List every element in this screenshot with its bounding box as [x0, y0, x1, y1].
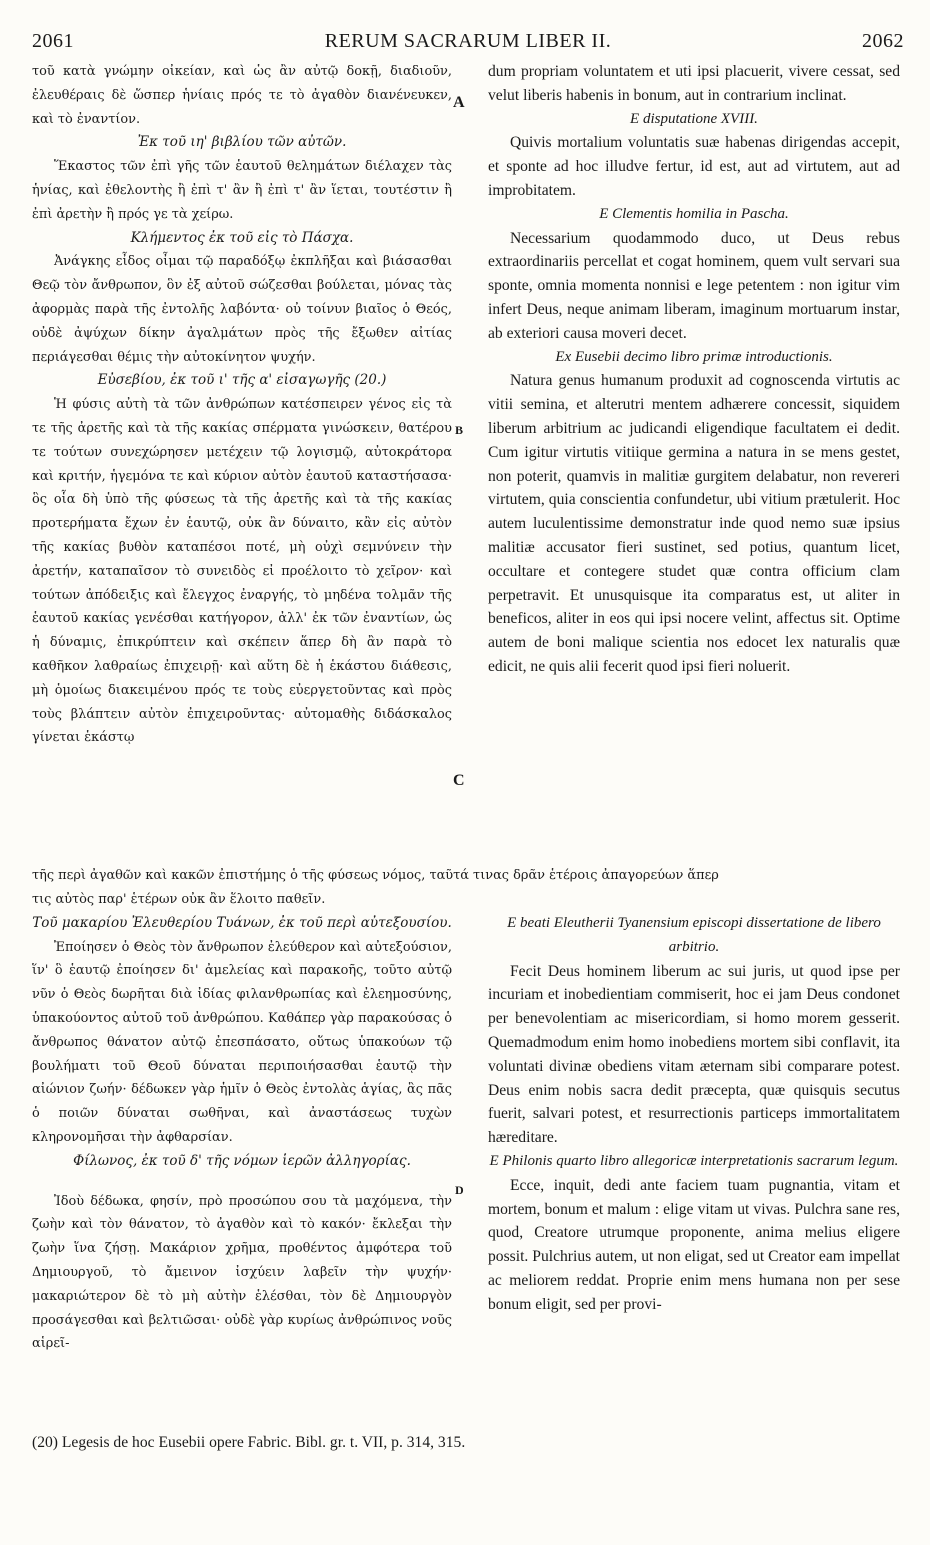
footnote: (20) Legesis de hoc Eusebii opere Fabric. Bibl. gr. t. VII, p. 314, 315. — [32, 1434, 466, 1451]
latin-heading-2: E Clementis homilia in Pascha. — [599, 205, 789, 222]
latin-column-upper — [488, 60, 900, 679]
greek-paragraph-5: Ἰδοὺ δέδωκα, φησίν, πρὸ προσώπου σου τὰ μαχόμενα, τὴν ζωὴν καὶ τὸν θάνατον, τὸ ἀγαθὸν καὶ τὸ κακόν· ἔκλεξαι τὴν ζωὴν ἵνα ζήσῃ. Μακάριον χρῆμα, προθέντος ἀμφότερα τοῦ Δημιουργοῦ, τὸ ἄμεινον ἰσχύειν λαβεῖν τὴν ψυχήν· μακαριώτερον δὲ τὸ μὴ αὐτὴν ἑλέσθαι, τὸν δὲ Δημιουργὸν προσάγεσθαι καὶ βελτιῶσαι· οὐδὲ γὰρ κυρίως ἀνθρώπινος νοῦς αἱρεῖ- — [32, 1193, 452, 1352]
margin-marker-d: D — [455, 1183, 464, 1197]
latin-paragraph-0: dum propriam voluntatem et uti ipsi placuerit, vivere cessat, sed velut liberis habenis in bonum, aut in contrarium inclinat. — [488, 63, 900, 104]
greek-heading-1: Ἐκ τοῦ ιη' βιβλίου τῶν αὐτῶν. — [137, 134, 347, 151]
latin-heading-5: E Philonis quarto libro allegoricæ interpretationis sacrarum legum. — [489, 1152, 899, 1169]
spanning-greek-right: ταῦτά τινας δρᾶν ἑτέροις ἀπαγορεύων ἅπερ — [429, 868, 719, 883]
latin-paragraph-1: Quivis mortalium voluntatis suæ habenas dirigendas accepit, et sponte ad hoc illudve fertur, id est, aut ad virtutem, aut ad improbitatem. — [488, 134, 900, 199]
running-head — [32, 30, 904, 60]
latin-heading-4: E beati Eleutherii Tyanensium episcopi dissertatione de libero arbitrio. — [507, 915, 881, 955]
greek-heading-3: Εὐσεβίου, ἐκ τοῦ ι' τῆς α' εἰσαγωγῆς (20.) — [97, 372, 387, 389]
greek-column-upper — [32, 60, 452, 750]
latin-column-lower — [488, 912, 900, 1317]
latin-paragraph-4: Fecit Deus hominem liberum ac sui juris, ut quod ipse per incuriam et inobedientiam commiserit, hoc ei jam Deus condonet per benevolentiam ac misericordiam, si homo morem gesserit. Quemadmodum enim homo inobediens mortem sibi conflavit, ita voluntati divinæ obediens vitam æternam sibi comparare potest. Deus enim nobis sacra dedit præcepta, quæ quisquis secutus fuerit, salvari potest, et resurrectionis particeps immortalitatem hæreditare. — [488, 962, 900, 1147]
greek-column-lower — [32, 888, 452, 1356]
latin-heading-1: E disputatione XVIII. — [630, 110, 758, 127]
spanning-nomos: νόμος, — [382, 868, 426, 883]
greek-paragraph-3-end: τις αὐτὸς παρ' ἑτέρων οὐκ ἂν ἕλοιτο παθεῖν. — [32, 892, 326, 907]
spanning-greek-left: τῆς περὶ ἀγαθῶν καὶ κακῶν ἐπιστήμης ὁ τῆς φύσεως — [32, 868, 379, 883]
spanning-line — [32, 864, 904, 888]
greek-heading-2: Κλήμεντος ἐκ τοῦ εἰς τὸ Πάσχα. — [130, 229, 354, 246]
margin-marker-b: B — [455, 423, 464, 437]
greek-paragraph-2: Ἀνάγκης εἶδος οἶμαι τῷ παραδόξῳ ἐκπλῆξαι καὶ βιάσασθαι Θεῷ τὸν ἄνθρωπον, ὃν ἐξ αὐτοῦ σώζεσθαι βούλεται, μόνας τὰς ἀφορμὰς παρὰ τῆς ἐντολῆς λαβόντα· οὐ τοίνυν βιαῖος ὁ Θεός, οὐδὲ ἀψύχων δίκην ἀγαλμάτων πρὸς τῆς ἔξωθεν αἰτίας περιάγεσθαι θέμις τὴν αὐτοκίνητον ψυχήν. — [32, 254, 452, 365]
greek-paragraph-4: Ἐποίησεν ὁ Θεὸς τὸν ἄνθρωπον ἐλεύθερον καὶ αὐτεξούσιον, ἵν' ὃ ἑαυτῷ ἐποίησεν δι' ἀμελείας καὶ παρακοῆς, τοῦτο αὐτῷ νῦν ὁ Θεὸς δωρῆται διὰ ἰδίας φιλανθρωπίας καὶ ἐλεημοσύνης, ὑπακούοντος αὐτοῦ τοῦ ἀνθρώπου. Καθάπερ γὰρ παρακούσας ὁ ἄνθρωπος θάνατον αὐτῷ ἐπεσπάσατο, οὕτως ὑπακούων τῷ βουλήματι τοῦ Θεοῦ δύναται περιποιήσασθαι ἑαυτῷ τὴν αἰώνιον ζωήν· δέδωκεν γὰρ ἡμῖν ὁ Θεὸς ἐντολὰς ἁγίας, ἃς πᾶς ὁ ποιῶν δύναται σωθῆναι, καὶ ἀναστάσεως τυχὼν κληρονομῆσαι τὴν ἀφθαρσίαν. — [32, 939, 452, 1145]
running-title: RERUM SACRARUM LIBER II. — [324, 30, 612, 52]
greek-heading-4: Τοῦ μακαρίου Ἐλευθερίου Τυάνων, ἐκ τοῦ περὶ αὐτεξουσίου. — [32, 914, 452, 931]
margin-marker-a: A — [453, 94, 465, 111]
margin-marker-c: C — [453, 772, 465, 789]
greek-heading-5: Φίλωνος, ἐκ τοῦ δ' τῆς νόμων ἱερῶν ἀλληγορίας. — [73, 1152, 411, 1169]
latin-heading-3: Ex Eusebii decimo libro primæ introductionis. — [555, 348, 833, 365]
greek-paragraph-0: τοῦ κατὰ γνώμην οἰκείαν, καὶ ὡς ἂν αὐτῷ δοκῇ, διαδιοῦν, ἐλευθέραις δὲ ὥσπερ ἡνίαις πρός τε τὸ ἀγαθὸν διανένευκεν, καὶ τὸ ἐναντίον. — [32, 64, 452, 127]
left-page-number: 2061 — [32, 30, 74, 52]
latin-paragraph-3: Natura genus humanum produxit ad cognoscenda virtutis ac vitii semina, et alterutri mentem adhærere concessit, siquidem liberum arbitrium ac judicandi eligendique facultatem ei dedit. Cum igitur virtutis vitiique germina a natura in se mens gestet, non poterit, quamvis in malitiæ gurgitem delabatur, non revereri virtutem, quia conscientia confundetur, ubi vitium prætulerit. Hoc autem luculentissime demonstratur inde quod nemo suæ ipsius malitiæ accusator fieri sustinet, sed potius, quantum licet, occultare et contegere studet quæ contra officium clam perpetravit. Et unusquisque ita comparatus est, ut aliter in beneficos, aliter in eos qui ipsi nocere velint, affectus sit. Optime autem de boni malique scientia nos edocet lex naturalis quæ edicit, ne quis alii fecerit quod ipsi fieri noluerit. — [488, 372, 900, 675]
greek-paragraph-1: Ἕκαστος τῶν ἐπὶ γῆς τῶν ἑαυτοῦ θελημάτων διέλαχεν τὰς ἡνίας, καὶ ἐθελοντὴς ἢ ἐπὶ τ' ἂν ἢ ἐπὶ τ' ἂν ἵεται, τουτέστιν ἢ ἐπὶ ἀρετὴν ἢ πρός γε τὰ χείρω. — [32, 159, 452, 222]
latin-paragraph-2: Necessarium quodammodo duco, ut Deus rebus extraordinariis percellat et cogat hominem, quem vult servari sua sponte, omnia momenta nonnisi e lege petentem : non igitur vim infert Deus, neque animam liberam, imaginum mortuarum instar, ab exteriori causa moveri decet. — [488, 229, 900, 342]
greek-paragraph-3: Ἡ φύσις αὐτὴ τὰ τῶν ἀνθρώπων κατέσπειρεν γένος εἰς τὰ τε τῆς ἀρετῆς καὶ τὰ τῆς κακίας σπέρματα γινώσκειν, θατέρου τε τούτων συνεχώρησεν μετέχειν τῷ λογισμῷ, αὐτοκράτορα καὶ κριτήν, ἡγεμόνα τε καὶ κύριον αὐτὸν ἑαυτοῦ καταστήσασα· ὃς οἷα δὴ ὑπὸ τῆς φύσεως τὰ τῆς ἀρετῆς καὶ τὰ τῆς κακίας προτερήματα ἔχων ἐν ἑαυτῷ, οὐκ ἂν δύναιτο, κἂν εἰς αὐτὸν τῆς κακίας βυθὸν καταπέσοι ποτέ, μὴ οὐχὶ σεμνύνειν τὴν ἀρετήν, καταπαῖσον τὸ συνειδὸς εἰ προέλοιτο τὸ χεῖρον· καὶ τούτων ἀπόδειξις καὶ ἔλεγχος ἐναργής, τὸ μηδένα τολμᾶν τῆς ἑαυτοῦ κακίας γενέσθαι κατήγορον, ἀλλ' ἐκ τῶν ἐναντίων, ὡς ἡ δύναμις, ἐπικρύπτειν καὶ σκέπειν ἅπερ δὴ ἂν παρὰ τὸ καθῆκον λαθραίως ἐπιχειρῇ· καὶ αὕτη δὲ ἡ ἑκάστου διάθεσις, μὴ ὁμοίως διακειμένου πρός τε τοὺς εὐεργετοῦντας καὶ πρὸς τοὺς βλάπτειν αὐτὸν ἐπιχειροῦντας· αὐτομαθὴς διδάσκαλος γίνεται ἑκάστῳ — [32, 397, 452, 746]
latin-paragraph-5: Ecce, inquit, dedi ante faciem tuam pugnantia, vitam et mortem, bonum et malum : elige vitam ut vivas. Pulchra sane res, quod, Creatore utrumque proponente, anima melius eligere possit. Pulchrius autem, ut non eligat, sed ut Creator eam impellat ac meliorem reddat. Proprie enim mens humana non per sese bonum eligit, sed per provi- — [488, 1176, 900, 1313]
right-page-number: 2062 — [862, 30, 904, 52]
